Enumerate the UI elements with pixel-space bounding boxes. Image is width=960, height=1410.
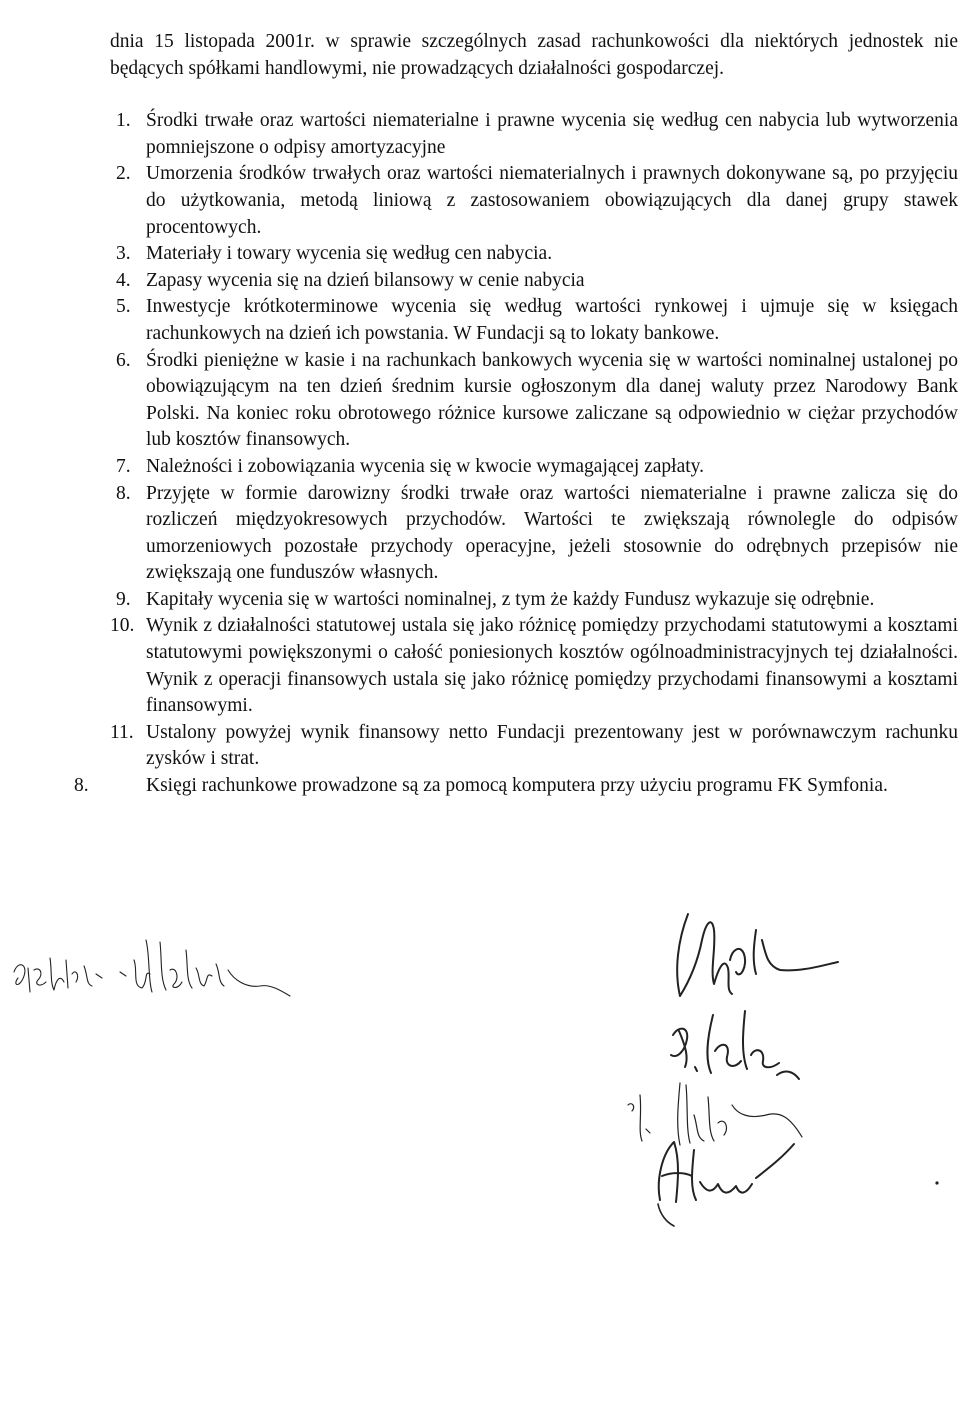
final-paragraph	[74, 773, 958, 800]
item-number: 4.	[116, 269, 131, 291]
list-item	[110, 720, 958, 773]
intro-paragraph: dnia 15 listopada 2001r. w sprawie szczególnych zasad rachunkowości dla niektórych jednostek nie będących spółkami handlowymi, nie prowadzących działalności gospodarczej.	[110, 31, 958, 79]
item-number: 8.	[116, 482, 131, 504]
section-number: 8.	[74, 775, 89, 797]
item-text: Należności i zobowiązania wycenia się w kwocie wymagającej zapłaty.	[146, 455, 705, 477]
item-number: 3.	[116, 243, 131, 265]
list-item	[110, 161, 958, 241]
item-text: Inwestycje krótkoterminowe wycenia się według wartości rynkowej i ujmuje się w księgach rachunkowych na dzień ich powstania. W Fundacji są to lokaty bankowe.	[146, 296, 958, 344]
item-text: Środki pieniężne w kasie i na rachunkach bankowych wycenia się w wartości nominalnej ustalonej po obowiązującym na ten dzień średnim kursie ogłoszonym dla danej waluty przez Narodowy Bank Polski. Na koniec roku obrotowego różnice kursowe zaliczane są odpowiednio w ciężar przychodów lub kosztów finansowych.	[146, 349, 958, 451]
item-text: Przyjęte w formie darowizny środki trwałe oraz wartości niematerialne i prawne zalicza się do rozliczeń międzyokresowych przychodów. Wartości te zwiększają równolegle do odpisów umorzeniowych pozostałe przychody operacyjne, jeżeli stosownie do odrębnych przepisów nie zwiększają one funduszów własnych.	[146, 482, 958, 584]
list-item	[110, 587, 958, 614]
item-text: Ustalony powyżej wynik finansowy netto Fundacji prezentowany jest w porównawczym rachunku zysków i strat.	[146, 721, 958, 770]
signature-right-1	[670, 900, 850, 1010]
item-text: Zapasy wycenia się na dzień bilansowy w cenie nabycia	[146, 269, 585, 291]
item-number: 10.	[110, 615, 135, 637]
item-number: 5.	[116, 296, 131, 318]
item-number: 1.	[116, 110, 131, 132]
mark-dot	[934, 1180, 940, 1186]
list-item	[110, 108, 958, 161]
policy-list	[110, 108, 958, 773]
list-item	[110, 481, 958, 587]
list-item	[110, 294, 958, 347]
list-item	[110, 348, 958, 454]
signature-left-drawing	[10, 930, 300, 1020]
item-text: Kapitały wycenia się w wartości nominalnej, z tym że każdy Fundusz wykazuje się odrębnie.	[146, 588, 875, 610]
list-item	[110, 241, 958, 268]
signature-right-1-drawing	[670, 900, 850, 1010]
list-item	[110, 613, 958, 719]
signature-left	[10, 930, 300, 1020]
list-item	[110, 454, 958, 481]
item-text: Umorzenia środków trwałych oraz wartości niematerialnych i prawnych dokonywane są, po przyjęciu do użytkowania, metodą liniową z zastosowaniem obowiązujących dla danej grupy stawek procentowych.	[146, 163, 958, 238]
section-text: Księgi rachunkowe prowadzone są za pomocą komputera przy użyciu programu FK Symfonia.	[146, 775, 888, 797]
list-item	[110, 268, 958, 295]
signature-right-2-drawing	[665, 995, 805, 1085]
signature-right-4-drawing	[640, 1130, 820, 1230]
item-text: Materiały i towary wycenia się według cen nabycia.	[146, 243, 553, 265]
document-page	[74, 29, 958, 800]
item-number: 11.	[110, 721, 134, 743]
item-number: 2.	[116, 163, 131, 185]
item-number: 6.	[116, 349, 131, 371]
item-number: 7.	[116, 455, 131, 477]
signature-right-2	[665, 995, 805, 1085]
item-text: Środki trwałe oraz wartości niematerialne i prawne wycenia się według cen nabycia lub wytworzenia pomniejszone o odpisy amortyzacyjne	[146, 110, 958, 158]
signature-right-4	[640, 1130, 820, 1230]
item-text: Wynik z działalności statutowej ustala się jako różnicę pomiędzy przychodami statutowymi a kosztami statutowymi powiększonymi o całość poniesionych kosztów ogólnoadministracyjnych tej działalności. Wynik z operacji finansowych ustala się jako różnicę pomiędzy przychodami finansowymi a kosztami finansowymi.	[146, 615, 958, 717]
mark-dot-drawing	[934, 1180, 940, 1186]
item-number: 9.	[116, 588, 131, 610]
